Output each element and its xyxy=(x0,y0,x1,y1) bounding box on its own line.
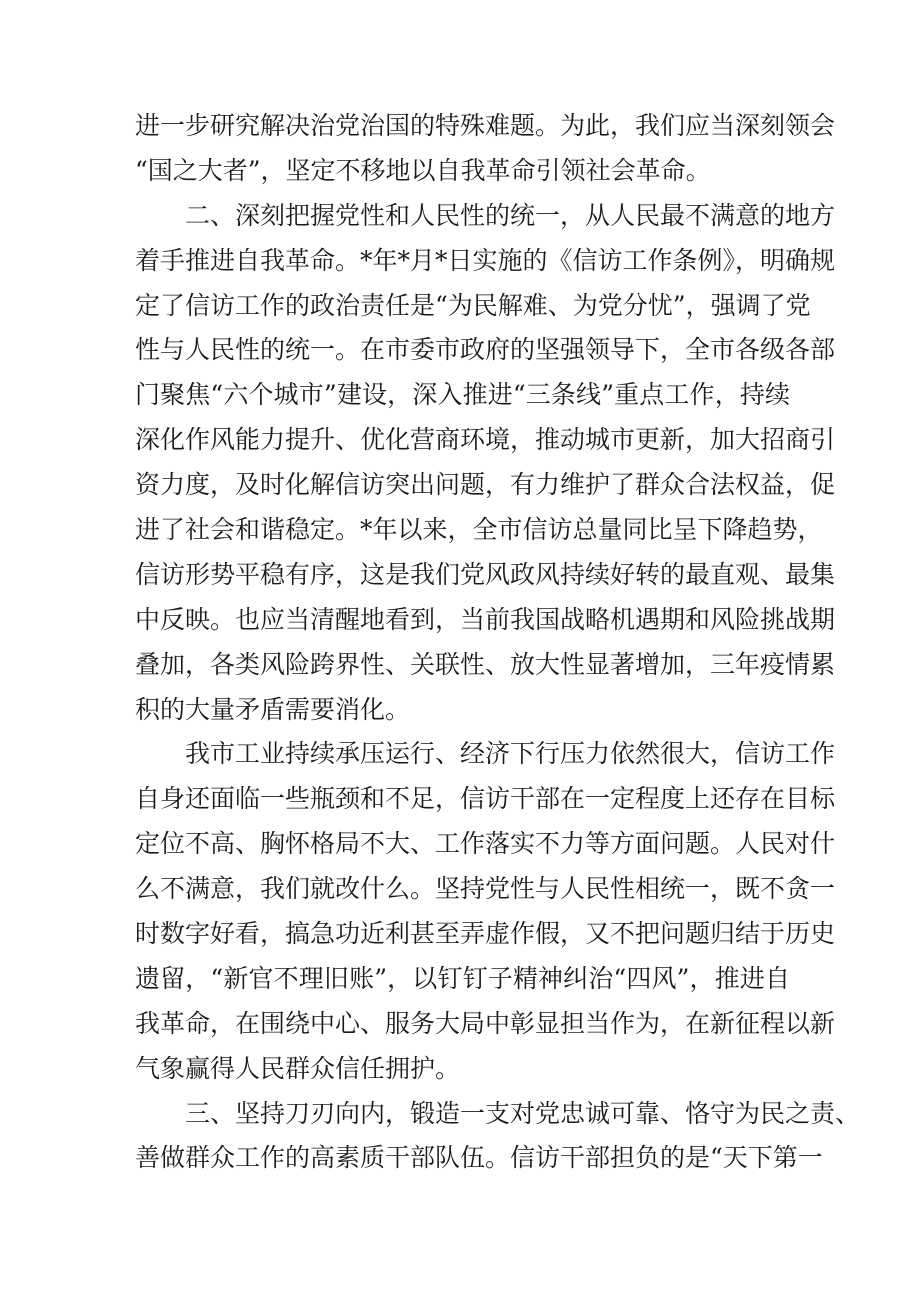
text-line: 时数字好看，搞急功近利甚至弄虚作假，又不把问题归结于历史 xyxy=(135,919,836,949)
text-line: 自身还面临一些瓶颈和不足，信访干部在一定程度上还存在目标 xyxy=(135,784,836,814)
text-line: 性与人民性的统一。在市委市政府的坚强领导下，全市各级各部 xyxy=(135,335,836,365)
text-line: 信访形势平稳有序，这是我们党风政风持续好转的最直观、最集 xyxy=(135,559,836,589)
text-line: 门聚焦“六个城市”建设，深入推进“三条线”重点工作，持续 xyxy=(135,380,790,410)
text-line: 进一步研究解决治党治国的特殊难题。为此，我们应当深刻领会 xyxy=(135,111,836,140)
text-line: 定了信访工作的政治责任是“为民解难、为党分忧”，强调了党 xyxy=(135,290,811,320)
text-line: 资力度，及时化解信访突出问题，有力维护了群众合法权益，促 xyxy=(135,470,836,500)
text-line: 中反映。也应当清醒地看到，当前我国战略机遇期和风险挑战期 xyxy=(135,604,836,634)
paragraph-first-line: 我市工业持续承压运行、经济下行压力依然很大，信访工作 xyxy=(185,739,836,769)
text-line: 定位不高、胸怀格局不大、工作落实不力等方面问题。人民对什 xyxy=(135,829,836,859)
document-body xyxy=(135,104,861,1181)
text-line: 遗留，“新官不理旧账”，以钉钉子精神纠治“四风”，推进自 xyxy=(135,963,790,993)
text-line: 么不满意，我们就改什么。坚持党性与人民性相统一，既不贪一 xyxy=(135,874,836,904)
text-line: 着手推进自我革命。*年*月*日实施的《信访工作条例》，明确规 xyxy=(135,245,836,275)
text-line: 我革命，在围绕中心、服务大局中彰显担当作为，在新征程以新 xyxy=(135,1008,836,1038)
paragraph-last-line: 积的大量矛盾需要消化。 xyxy=(135,694,411,724)
text-line: 深化作风能力提升、优化营商环境，推动城市更新，加大招商引 xyxy=(135,425,836,455)
paragraph-last-line: “国之大者”，坚定不移地以自我革命引领社会革命。 xyxy=(135,155,711,185)
text-line: 叠加，各类风险跨界性、关联性、放大性显著增加，三年疫情累 xyxy=(135,649,836,679)
paragraph-last-line: 气象赢得人民群众信任拥护。 xyxy=(135,1053,461,1083)
text-line: 进了社会和谐稳定。*年以来，全市信访总量同比呈下降趋势， xyxy=(135,515,823,545)
paragraph-first-line: 二、深刻把握党性和人民性的统一，从人民最不满意的地方 xyxy=(185,200,836,230)
paragraph-first-line: 三、坚持刀刃向内，锻造一支对党忠诚可靠、恪守为民之责、 xyxy=(185,1098,861,1128)
text-line: 善做群众工作的高素质干部队伍。信访干部担负的是“天下第一 xyxy=(135,1143,823,1173)
